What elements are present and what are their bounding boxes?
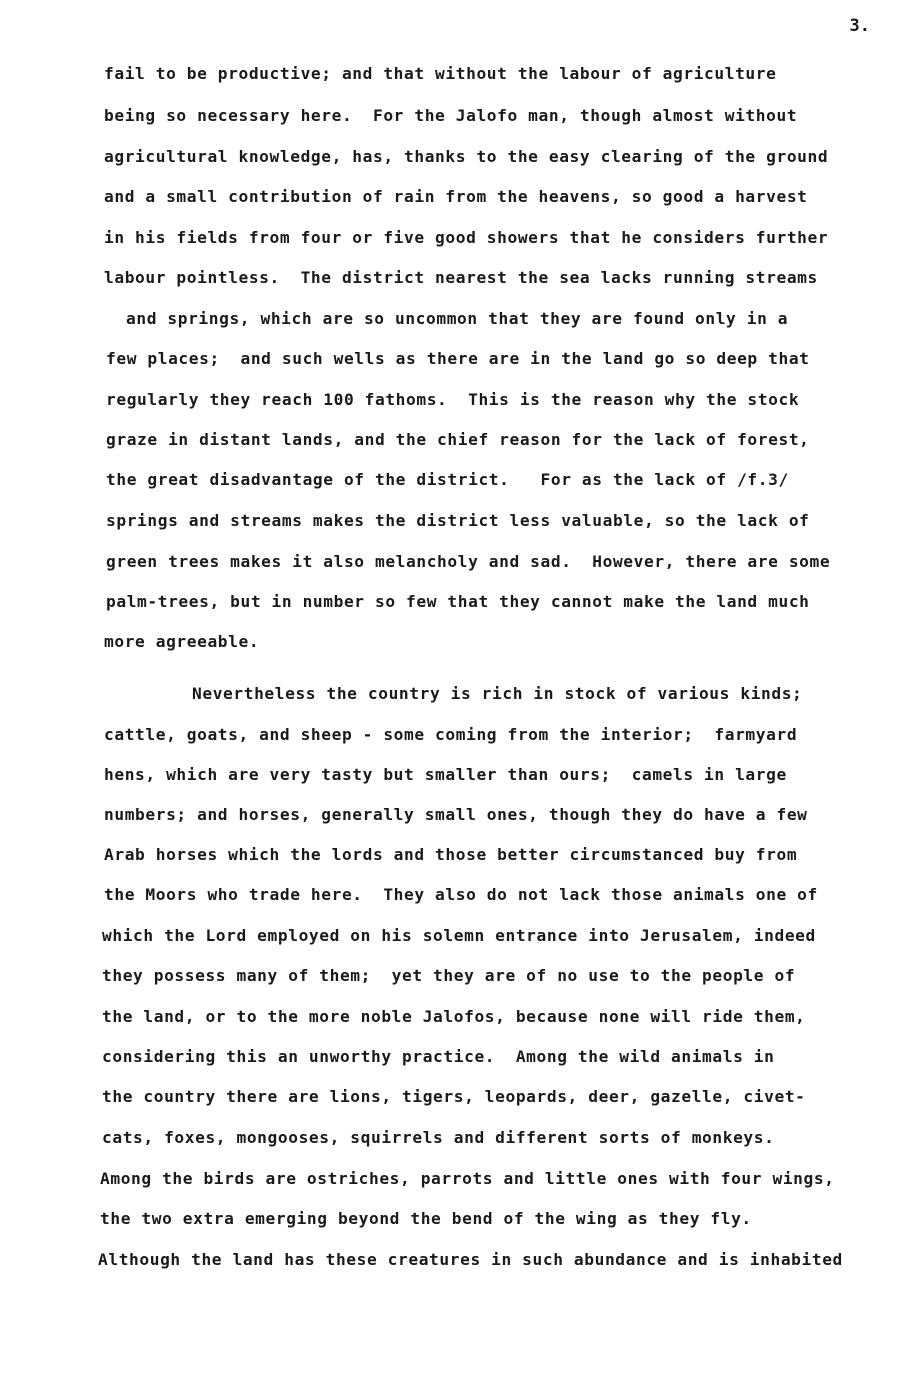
text-line: and springs, which are so uncommon that they are found only in a [126, 309, 789, 328]
text-line: which the Lord employed on his solemn entrance into Jerusalem, indeed [102, 926, 816, 945]
text-line: the Moors who trade here. They also do not lack those animals one of [104, 885, 818, 904]
text-line: Arab horses which the lords and those better circumstanced buy from [104, 845, 798, 864]
text-line: and a small contribution of rain from the heavens, so good a harvest [104, 187, 808, 206]
text-line: agricultural knowledge, has, thanks to the easy clearing of the ground [104, 147, 829, 166]
text-line: in his fields from four or five good showers that he considers further [104, 228, 829, 247]
text-line: hens, which are very tasty but smaller than ours; camels in large [104, 765, 787, 784]
text-line: graze in distant lands, and the chief reason for the lack of forest, [106, 430, 810, 449]
text-line: considering this an unworthy practice. Among the wild animals in [102, 1047, 775, 1066]
text-line: being so necessary here. For the Jalofo man, though almost without [104, 106, 798, 125]
text-line: the land, or to the more noble Jalofos, because none will ride them, [102, 1007, 806, 1026]
text-line: few places; and such wells as there are in the land go so deep that [106, 349, 810, 368]
text-line: the two extra emerging beyond the bend of the wing as they fly. [100, 1209, 752, 1228]
text-line: the great disadvantage of the district. For as the lack of /f.3/ [106, 470, 789, 489]
text-line: the country there are lions, tigers, leopards, deer, gazelle, civet- [102, 1087, 806, 1106]
text-line: Among the birds are ostriches, parrots and little ones with four wings, [100, 1169, 835, 1188]
text-line: springs and streams makes the district less valuable, so the lack of [106, 511, 810, 530]
page-number: 3. [849, 16, 870, 36]
text-line: Although the land has these creatures in such abundance and is inhabited [98, 1250, 843, 1269]
text-line: numbers; and horses, generally small ones, though they do have a few [104, 805, 808, 824]
text-line: green trees makes it also melancholy and sad. However, there are some [106, 552, 831, 571]
text-line: Nevertheless the country is rich in stock of various kinds; [192, 684, 803, 703]
text-line: more agreeable. [104, 632, 260, 651]
text-line: they possess many of them; yet they are of no use to the people of [102, 966, 796, 985]
text-line: cattle, goats, and sheep - some coming from the interior; farmyard [104, 725, 798, 744]
text-line: regularly they reach 100 fathoms. This is the reason why the stock [106, 390, 800, 409]
text-line: labour pointless. The district nearest the sea lacks running streams [104, 268, 818, 287]
text-line: fail to be productive; and that without the labour of agriculture [104, 64, 777, 83]
text-line: palm-trees, but in number so few that they cannot make the land much [106, 592, 810, 611]
text-line: cats, foxes, mongooses, squirrels and different sorts of monkeys. [102, 1128, 775, 1147]
